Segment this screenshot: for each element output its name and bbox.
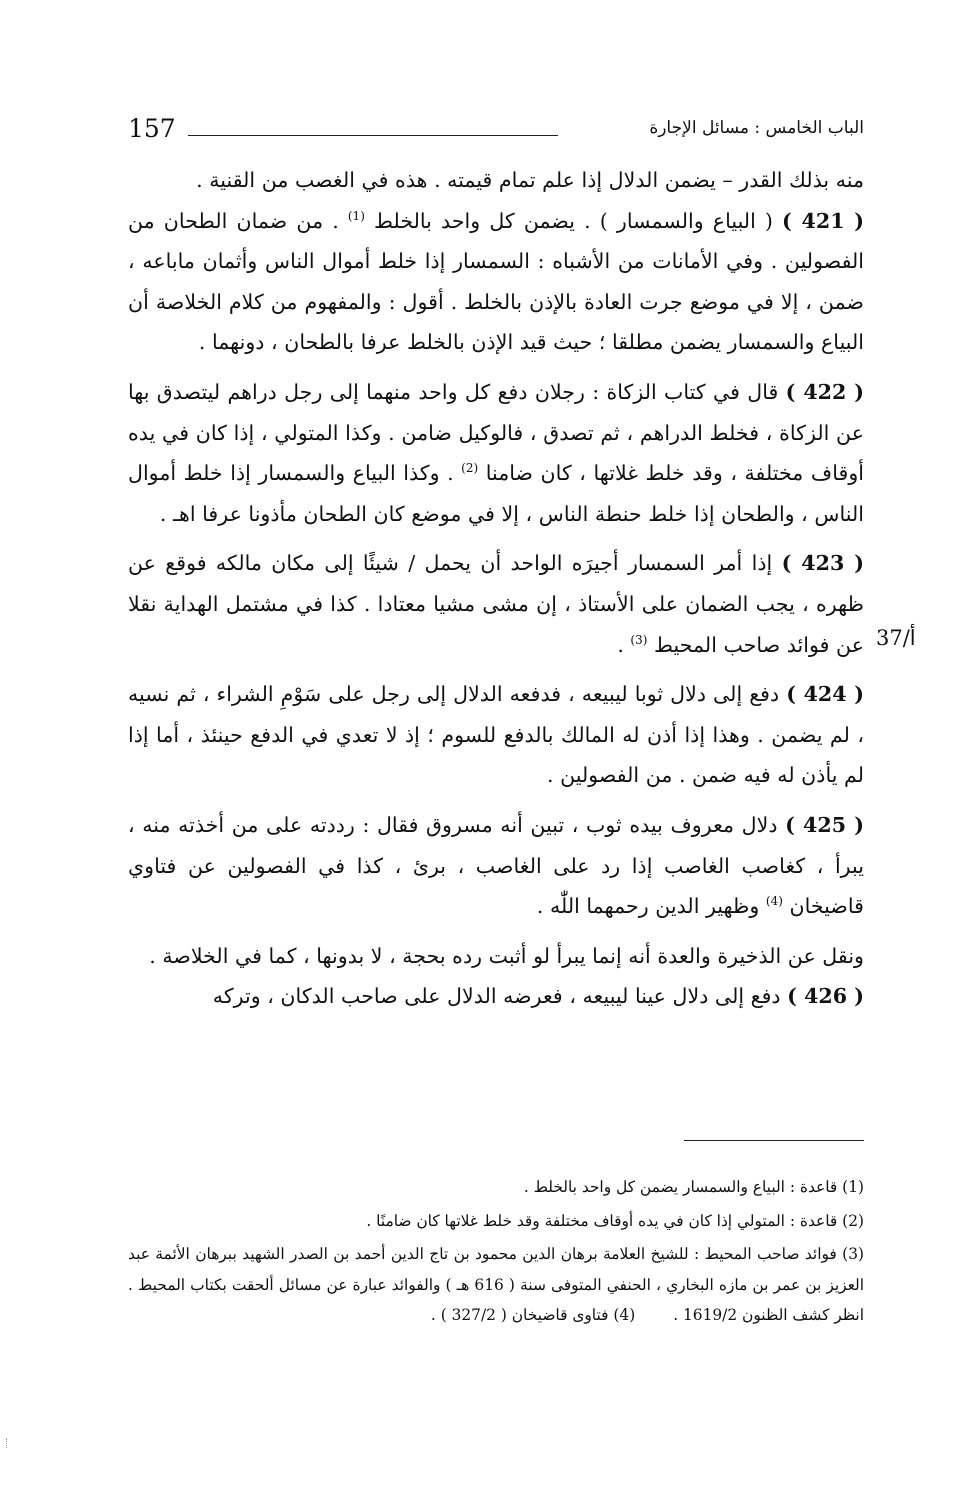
body-text [128,160,864,1017]
paragraph [128,805,864,927]
paragraph-text: إذا أمر السمسار أجيرَه الواحد أن يحمل / شيئًا إلى مكان مالكه فوقع عن ظهره ، يجب الضمان على الأستاذ ، إن مشى مشيا معتادا . كذا في مشتمل الهداية نقلا عن فوائد صاحب المحيط [128,551,864,657]
header-rule [188,135,558,136]
paragraph-text: دفع إلى دلال عينا ليبيعه ، فعرضه الدلال على صاحب الدكان ، وتركه [212,984,788,1009]
footnote-reference[interactable]: (3) [630,632,648,647]
paragraph-text: دفع إلى دلال ثوبا ليبيعه ، فدفعه الدلال إلى رجل على سَوْمِ الشراء ، ثم نسيه ، لم يضمن . وهذا إذا أذن له المالك بالدفع للسوم ؛ إذ لا تعدي في الدفع حينئذ ، أما إذا لم يأذن له فيه ضمن . من الفصولين . [128,682,864,788]
paragraph-text: . وكذا البياع والسمسار إذا خلط أموال الناس ، والطحان إذا خلط حنطة الناس ، إلا في موضع كان الطحان مأذونا عرفا اهـ . [128,461,864,526]
paragraph-text: دلال معروف بيده ثوب ، تبين أنه مسروق فقال : رددته على من أخذته منه ، يبرأ ، كغاصب الغاصب إذا رد على الغاصب ، برئ ، كذا في الفصولين عن فتاوي قاضيخان [128,812,864,919]
footnote-2: (2) قاعدة : المتولي إذا كان في يده أوقاف مختلفة وقد خلط غلاتها كان ضامنًا . [366,1211,864,1230]
footnote-reference[interactable]: (1) [347,208,365,223]
paragraph-text: . [617,632,631,657]
paragraph-text: منه بذلك القدر – يضمن الدلال إذا علم تمام قيمته . هذه في الغصب من القنية . [196,168,864,192]
footnote-4: (4) فتاوى قاضيخان ( 327/2 ) . [430,1306,636,1324]
footnote-3 [128,1239,864,1331]
footnote-3-text: (3) فوائد صاحب المحيط : للشيخ العلامة برهان الدين محمود بن تاج الدين أحمد بن الصدر الشهيد ببرهان الأئمة عبد العزيز بن عمر بن مازه البخاري ، الحنفي المتوفى سنة ( 616 هـ ) والفوائد عبارة عن مسائل ألحقت بكتاب المحيط . انظر كشف الظنون 1619/2 . [128,1245,865,1324]
issue-number: ( 426 ) [787,984,864,1009]
footnotes [128,1172,864,1331]
paragraph [128,201,864,363]
paragraph-text: ونقل عن الذخيرة والعدة أنه إنما يبرأ لو أثبت رده بحجة ، لا بدونها ، كما في الخلاصة . [149,943,864,968]
paragraph [128,372,864,534]
issue-number: ( 424 ) [786,682,864,707]
paragraph [128,543,864,665]
issue-number: ( 421 ) [782,208,865,233]
footnote-reference[interactable]: (2) [461,461,479,476]
manuscript-folio-marker: 37/أ [876,626,916,650]
paragraph [128,160,864,201]
paragraph-text: قال في كتاب الزكاة : رجلان دفع كل واحد منهما إلى رجل دراهم ليتصدق بها عن الزكاة ، فخلط الدراهم ، ثم تصدق ، فالوكيل ضامن . وكذا المتولي ، إذا كان في يده أوقاف مختلفة ، وقد خلط غلاتها ، كان ضامنا [128,379,864,486]
issue-number: ( 425 ) [785,812,864,837]
paragraph [128,674,864,796]
paragraph-text: ( البياع والسمسار ) . يضمن كل واحد بالخلط [364,208,783,233]
paragraph [128,976,864,1017]
footnote-reference[interactable]: (4) [765,894,783,909]
footnote-1: (1) قاعدة : البياع والسمسار يضمن كل واحد بالخلط . [523,1178,864,1196]
paragraph [128,936,864,977]
scan-edge-mark [6,1438,8,1448]
paragraph-text: . من ضمان الطحان من الفصولين . وفي الأمانات من الأشباه : السمسار إذا خلط أموال الناس وأثمان ماباعه ، ضمن ، إلا في موضع جرت العادة بالإذن بالخلط . أقول : والمفهوم من كلام الخلاصة أن البياع والسمسار يضمن مطلقا ؛ حيث قيد الإذن بالخلط عرفا بالطحان ، دونهما . [128,208,864,355]
chapter-title: الباب الخامس : مسائل الإجارة [649,118,864,138]
issue-number: ( 422 ) [785,379,864,404]
running-header [128,110,864,150]
footnote-separator [684,1140,864,1141]
paragraph-text: وظهير الدين رحمهما اللّٰه . [536,894,766,919]
issue-number: ( 423 ) [781,551,865,576]
page-number: 157 [128,114,176,143]
